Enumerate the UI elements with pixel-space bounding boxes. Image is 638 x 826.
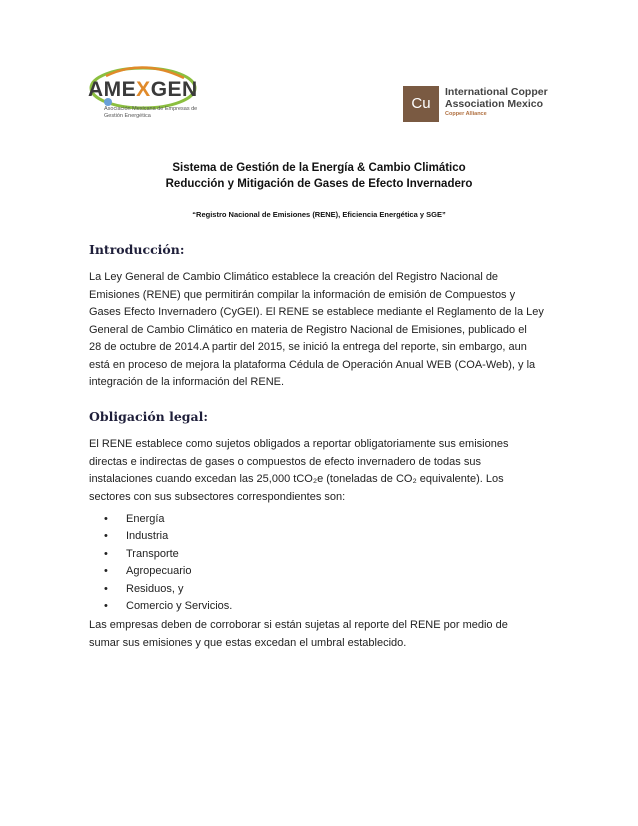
paragraph-line: El RENE establece como sujetos obligados a reportar obligatoriamente sus emisiones xyxy=(89,438,509,450)
list-item: • Energía xyxy=(104,511,232,528)
paragraph-line: General de Cambio Climático en materia de Registro Nacional de Emisiones, publicado el xyxy=(89,323,527,336)
list-item: • Residuos, y xyxy=(104,581,232,598)
intro-paragraph xyxy=(89,269,549,392)
paragraph-line: 28 de octubre de 2014.A partir del 2015, se inició la entrega del reporte, sin embargo, aun xyxy=(89,341,527,353)
paragraph-line: Emisiones (RENE) que permitirán compilar la información de emisión de Compuestos y xyxy=(89,288,516,301)
title-line-2: Reducción y Mitigación de Gases de Efecto Invernadero xyxy=(165,178,473,190)
paragraph-line: La Ley General de Cambio Climático establece la creación del Registro Nacional de xyxy=(89,271,499,283)
icc-tagline: Copper Alliance xyxy=(445,111,487,117)
icc-name: International Copper Association Mexico xyxy=(445,86,548,110)
title-line-1: Sistema de Gestión de la Energía & Cambio Climático xyxy=(172,162,466,174)
list-item: • Comercio y Servicios. xyxy=(104,598,232,615)
cu-badge: Cu xyxy=(403,86,439,122)
paragraph-line: Gases Efecto Invernadero (CyGEI). El RENE se establece mediante el Reglamento de la Ley xyxy=(89,306,544,318)
list-item: • Agropecuario xyxy=(104,563,232,580)
bullet-icon: • xyxy=(104,513,108,525)
sector-list xyxy=(104,511,232,615)
bullet-icon: • xyxy=(104,600,108,613)
amexgen-wordmark: AMEXGEN xyxy=(88,78,198,101)
paragraph-line: Las empresas deben de corroborar si están sujetas al reporte del RENE por medio de xyxy=(89,619,508,631)
paragraph-line: está en proceso de mejora la plataforma Cédula de Operación Anual WEB (COA-Web), y la xyxy=(89,358,536,371)
bullet-icon: • xyxy=(104,547,108,560)
legal-heading: Obligación legal: xyxy=(89,409,209,424)
paragraph-line: sumar sus emisiones y que estas excedan el umbral establecido. xyxy=(89,636,407,649)
paragraph-line: directas e indirectas de gases o compuestos de efecto invernadero de todas sus xyxy=(89,455,481,468)
paragraph-line: sectores con sus subsectores correspondientes son: xyxy=(89,490,346,503)
paragraph-line: instalaciones cuando excedan las 25,000 tCO₂e (toneladas de CO₂ equivalente). Los xyxy=(89,473,504,485)
bullet-icon: • xyxy=(104,565,108,578)
bullet-icon: • xyxy=(104,530,108,543)
amexgen-subtitle: Asociación Mexicana de Empresas de Gestión Energética xyxy=(104,106,198,119)
legal-paragraph xyxy=(89,436,549,506)
closing-paragraph xyxy=(89,617,549,652)
amexgen-logo xyxy=(88,62,198,124)
icc-logo xyxy=(403,86,583,122)
bullet-icon: • xyxy=(104,582,108,595)
document-subtitle: “Registro Nacional de Emisiones (RENE), Eficiencia Energética y SGE” xyxy=(192,210,446,219)
list-item: • Industria xyxy=(104,528,232,545)
list-item: • Transporte xyxy=(104,546,232,563)
document-title-block xyxy=(0,160,638,219)
intro-heading: Introducción: xyxy=(89,242,185,257)
paragraph-line: integración de la información del RENE. xyxy=(89,376,285,388)
